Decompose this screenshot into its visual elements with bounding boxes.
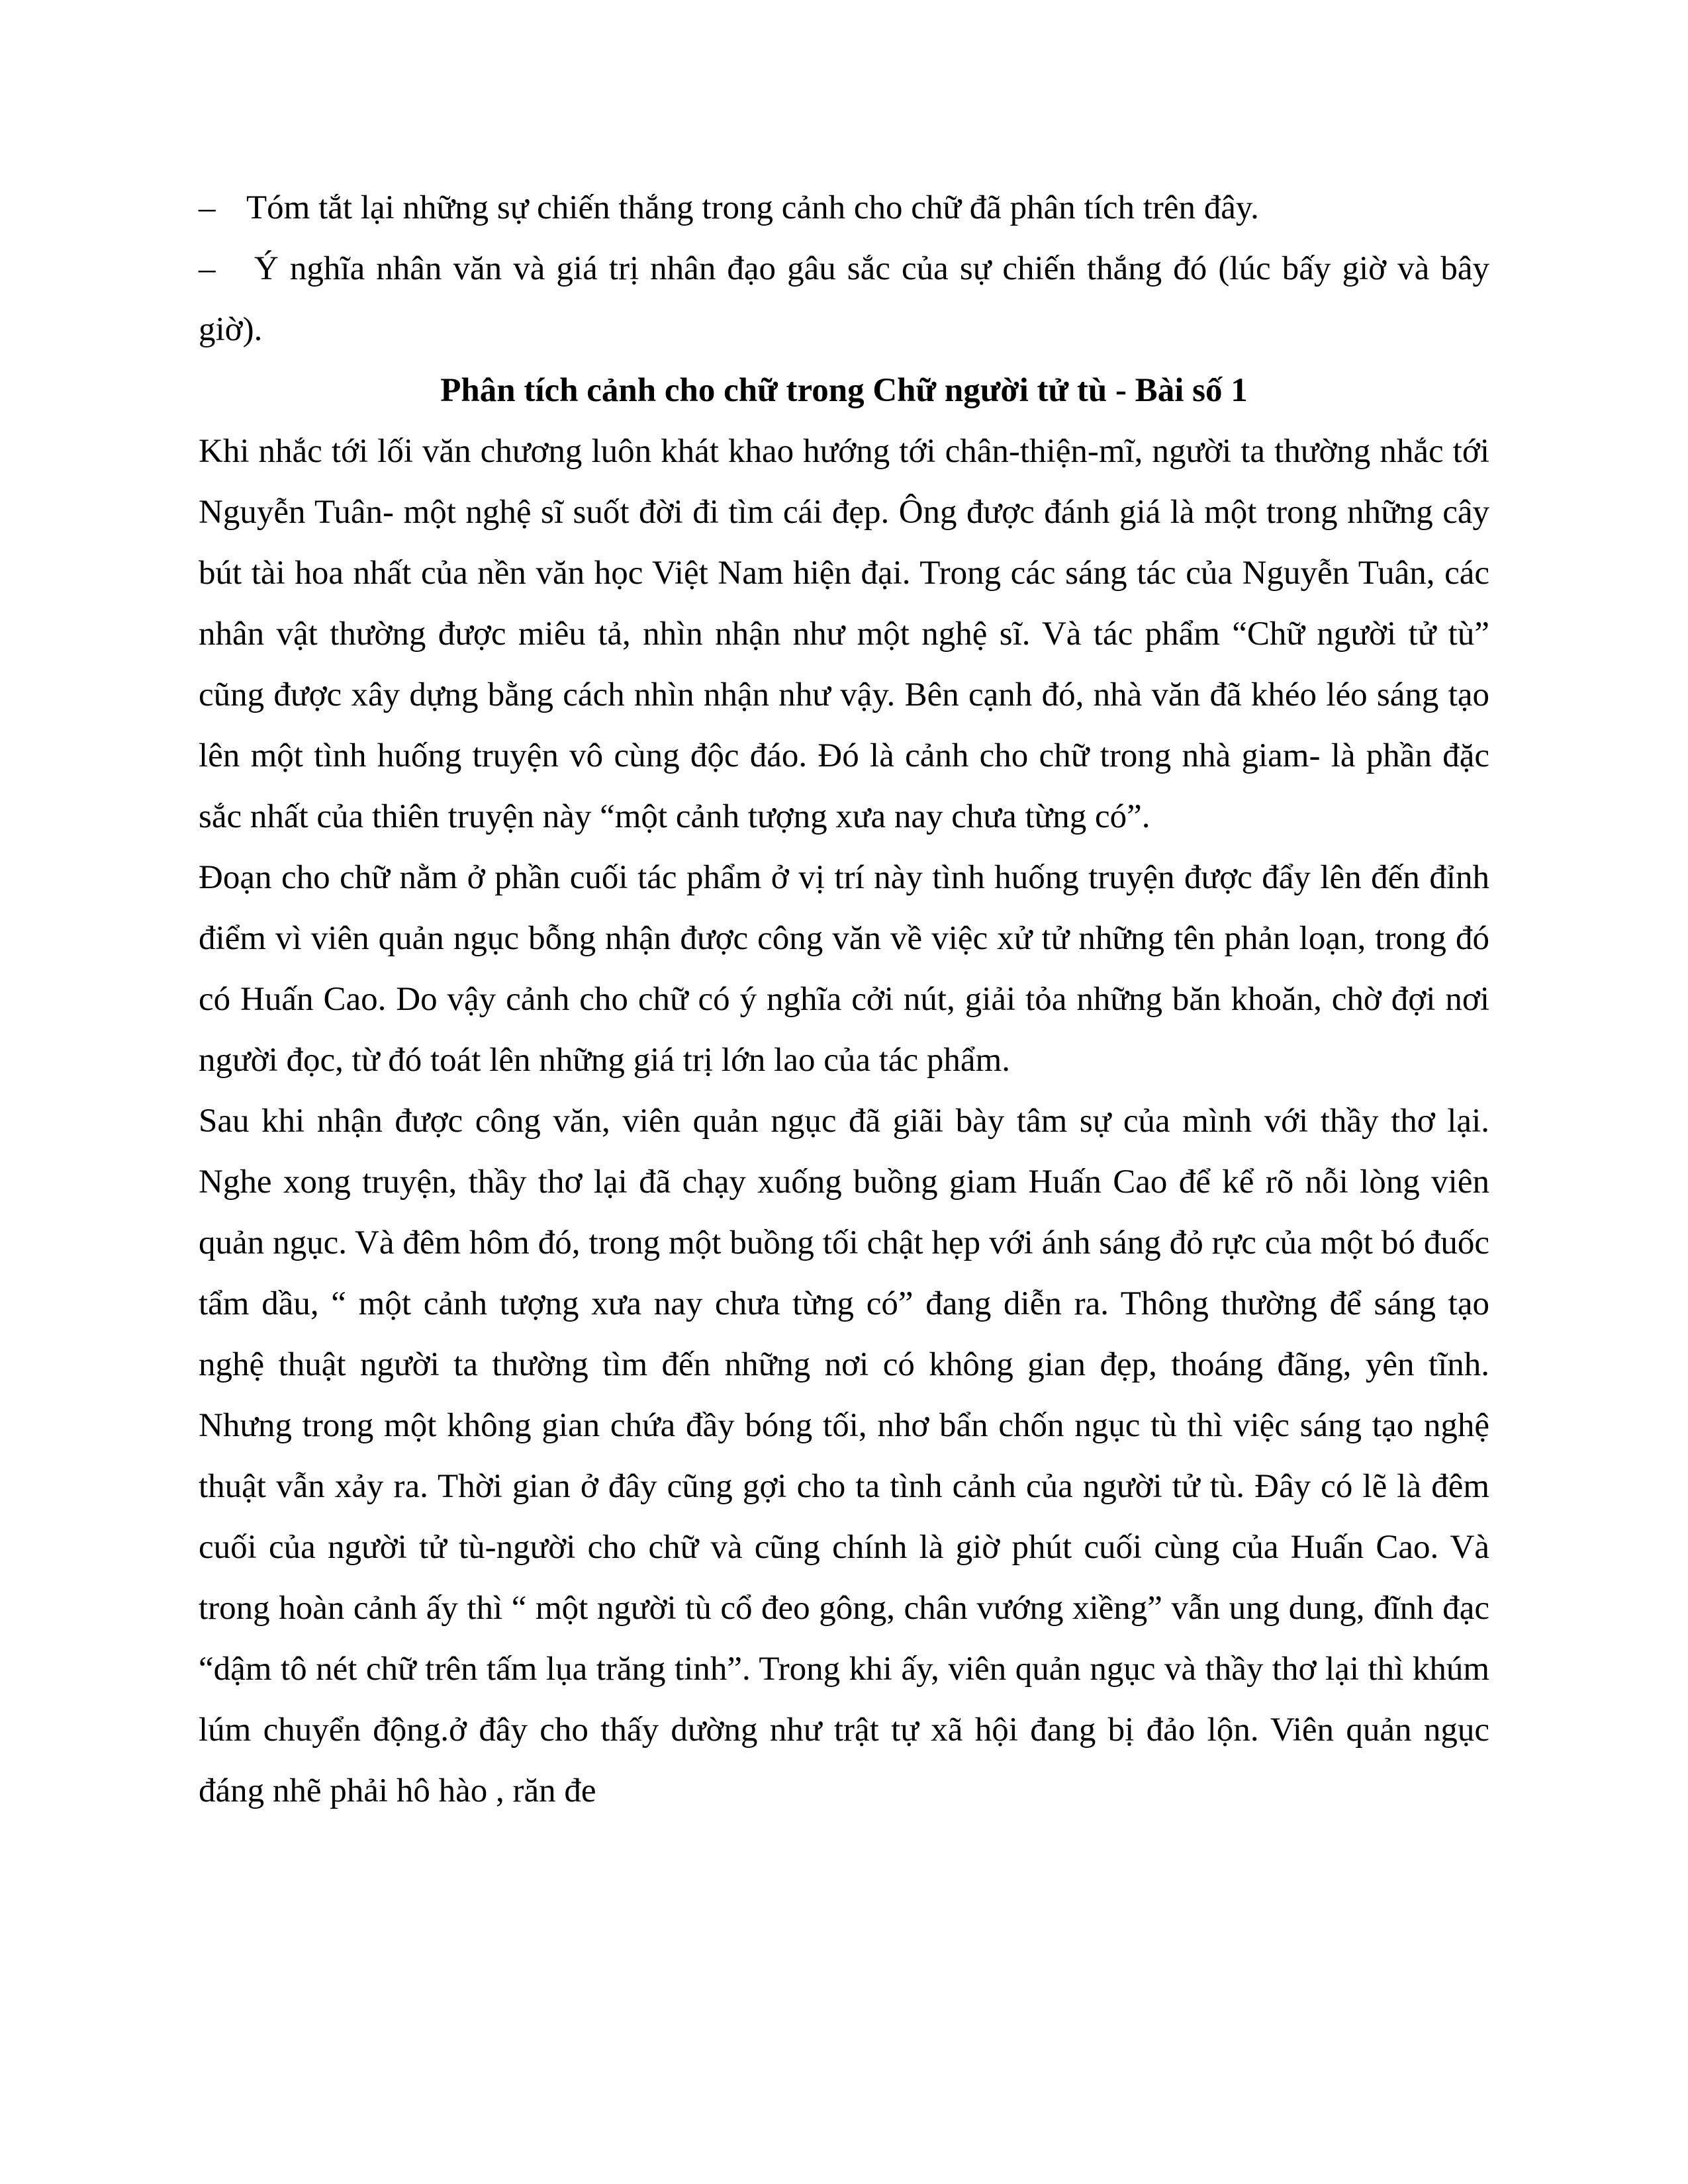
paragraph: Đoạn cho chữ nằm ở phần cuối tác phẩm ở vị trí này tình huống truyện được đẩy lên đến đỉnh điểm vì viên quản ngục bỗng nhận được công văn về việc xử tử những tên phản loạn, trong đó có Huấn Cao. Do vậy cảnh cho chữ có ý nghĩa cởi nút, giải tỏa những băn khoăn, chờ đợi nơi người đọc, từ đó toát lên những giá trị lớn lao của tác phẩm. <box>199 859 1489 1079</box>
bullet-text: Tóm tắt lại những sự chiến thắng trong cảnh cho chữ đã phân tích trên đây. <box>246 189 1259 226</box>
paragraph: Khi nhắc tới lối văn chương luôn khát khao hướng tới chân-thiện-mĩ, người ta thường nhắc tới Nguyễn Tuân- một nghệ sĩ suốt đời đi tìm cái đẹp. Ông được đánh giá là một trong những cây bút tài hoa nhất của nền văn học Việt Nam hiện đại. Trong các sáng tác của Nguyễn Tuân, các nhân vật thường được miêu tả, nhìn nhận như một nghệ sĩ. Và tác phẩm “Chữ người tử tù” cũng được xây dựng bằng cách nhìn nhận như vậy. Bên cạnh đó, nhà văn đã khéo léo sáng tạo lên một tình huống truyện vô cùng độc đáo. Đó là cảnh cho chữ trong nhà giam- là phần đặc sắc nhất của thiên truyện này “một cảnh tượng xưa nay chưa từng có”. <box>199 433 1489 835</box>
bullet-dash: – <box>199 189 216 226</box>
bullet-dash: – <box>199 250 216 287</box>
bullet-item <box>199 238 1489 360</box>
paragraph: Sau khi nhận được công văn, viên quản ngục đã giãi bày tâm sự của mình với thầy thơ lại. Nghe xong truyện, thầy thơ lại đã chạy xuống buồng giam Huấn Cao để kể rõ nỗi lòng viên quản ngục. Và đêm hôm đó, trong một buồng tối chật hẹp với ánh sáng đỏ rực của một bó đuốc tẩm dầu, “ một cảnh tượng xưa nay chưa từng có” đang diễn ra. Thông thường để sáng tạo nghệ thuật người ta thường tìm đến những nơi có không gian đẹp, thoáng đãng, yên tĩnh. Nhưng trong một không gian chứa đầy bóng tối, nhơ bẩn chốn ngục tù thì việc sáng tạo nghệ thuật vẫn xảy ra. Thời gian ở đây cũng gợi cho ta tình cảnh của người tử tù. Đây có lẽ là đêm cuối của người tử tù-người cho chữ và cũng chính là giờ phút cuối cùng của Huấn Cao. Và trong hoàn cảnh ấy thì “ một người tù cổ đeo gông, chân vướng xiềng” vẫn ung dung, đĩnh đạc “dậm tô nét chữ trên tấm lụa trăng tinh”. Trong khi ấy, viên quản ngục và thầy thơ lại thì khúm lúm chuyển động.ở đây cho thấy dường như trật tự xã hội đang bị đảo lộn. Viên quản ngục đáng nhẽ phải hô hào , răn đe <box>199 1103 1489 1809</box>
section-heading: Phân tích cảnh cho chữ trong Chữ người tử tù - Bài số 1 <box>440 372 1248 409</box>
bullet-item <box>199 177 1489 238</box>
bullet-text: Ý nghĩa nhân văn và giá trị nhân đạo gâu sắc của sự chiến thắng đó (lúc bấy giờ và bây giờ). <box>199 250 1489 348</box>
document-page <box>199 177 1489 1821</box>
